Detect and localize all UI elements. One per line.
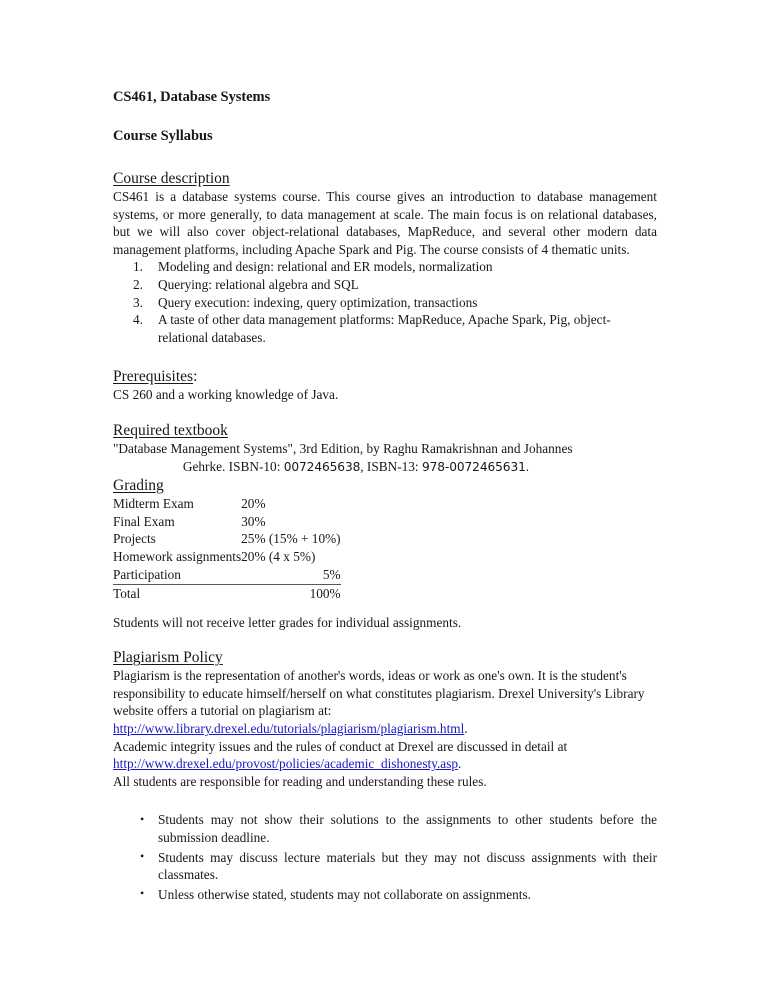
plagiarism-link-2-period: . bbox=[458, 756, 462, 772]
list-item bbox=[113, 811, 657, 846]
plagiarism-paragraph-3: All students are responsible for reading and understanding these rules. bbox=[113, 773, 487, 789]
section-heading-course-description-text: Course description bbox=[113, 170, 230, 187]
grading-total-value: 100% bbox=[309, 586, 341, 602]
grading-row-label: Final Exam bbox=[113, 513, 175, 529]
list-item-label: Query execution: indexing, query optimization, transactions bbox=[158, 294, 478, 310]
section-heading-plagiarism-policy-text: Plagiarism Policy bbox=[113, 649, 223, 667]
section-heading-prerequisites-text: Prerequisites bbox=[113, 368, 194, 386]
list-item bbox=[113, 886, 657, 904]
grading-row-value: 5% bbox=[241, 566, 340, 585]
list-item bbox=[113, 294, 657, 312]
plagiarism-link-line-2 bbox=[113, 755, 657, 773]
grading-row-label: Homework assignments bbox=[113, 548, 242, 564]
textbook-isbn10-prefix: Gehrke. ISBN-10: bbox=[182, 458, 284, 474]
academic-dishonesty-policy-link[interactable]: http://www.drexel.edu/provost/policies/academic_dishonesty.asp bbox=[113, 756, 459, 772]
table-row bbox=[113, 548, 341, 566]
textbook-isbn13-prefix: , ISBN-13: bbox=[360, 458, 422, 474]
grading-row-label: Participation bbox=[113, 566, 241, 585]
textbook-isbn10-value: 0072465638 bbox=[283, 459, 361, 474]
textbook-citation-period: . bbox=[525, 458, 530, 474]
list-item-label: Querying: relational algebra and SQL bbox=[158, 276, 359, 292]
section-heading-prerequisites bbox=[113, 367, 657, 386]
spacer bbox=[113, 603, 657, 614]
section-heading-grading-text: Grading bbox=[113, 477, 164, 495]
grading-row-value: 20% (4 x 5%) bbox=[241, 548, 316, 564]
list-item-label: A taste of other data management platforms: MapReduce, Apache Spark, Pig, object-relational databases. bbox=[158, 312, 611, 345]
list-item-label: Unless otherwise stated, students may not collaborate on assignments. bbox=[158, 886, 531, 902]
list-item bbox=[113, 849, 657, 884]
list-item bbox=[113, 276, 657, 294]
list-item-number: 2. bbox=[133, 276, 143, 292]
grading-note: Students will not receive letter grades for individual assignments. bbox=[113, 614, 462, 630]
grading-row-label: Midterm Exam bbox=[113, 496, 194, 512]
table-row bbox=[113, 566, 341, 585]
grading-row-value: 30% bbox=[241, 513, 266, 529]
section-heading-prerequisites-colon: : bbox=[193, 368, 198, 386]
table-row-total bbox=[113, 584, 341, 603]
list-item-label: Modeling and design: relational and ER models, normalization bbox=[158, 259, 493, 275]
plagiarism-link-1-period: . bbox=[464, 721, 468, 737]
document-title: CS461, Database Systems bbox=[113, 89, 271, 105]
plagiarism-paragraph-2: Academic integrity issues and the rules of conduct at Drexel are discussed in detail at bbox=[113, 738, 568, 754]
section-heading-course-description bbox=[113, 169, 657, 188]
spacer bbox=[113, 404, 657, 421]
spacer bbox=[113, 631, 657, 648]
table-row bbox=[113, 530, 341, 548]
list-item-number: 3. bbox=[133, 294, 143, 310]
document-subtitle: Course Syllabus bbox=[113, 128, 213, 144]
grading-row-label: Projects bbox=[113, 531, 156, 547]
course-description-body: CS461 is a database systems course. This course gives an introduction to database management systems, or more generally, to data management at scale. The main focus is on relational databases, but we will also cover object-relational databases, MapReduce, and several other modern data management platforms, including Apache Spark and Pig. The course consists of 4 thematic units. bbox=[113, 189, 657, 257]
list-item-number: 4. bbox=[133, 312, 143, 328]
bullet-icon: • bbox=[140, 886, 145, 901]
bullet-icon: • bbox=[140, 811, 145, 826]
prerequisites-body: CS 260 and a working knowledge of Java. bbox=[113, 387, 339, 403]
section-heading-plagiarism-policy bbox=[113, 648, 657, 667]
spacer bbox=[113, 790, 657, 811]
spacer bbox=[113, 346, 657, 367]
list-item-label: Students may discuss lecture materials but they may not discuss assignments with their classmates. bbox=[158, 849, 657, 883]
bullet-icon: • bbox=[140, 849, 145, 864]
plagiarism-link-line-1 bbox=[113, 720, 657, 738]
library-plagiarism-tutorial-link[interactable]: http://www.library.drexel.edu/tutorials/plagiarism/plagiarism.html bbox=[113, 721, 465, 737]
table-row bbox=[113, 495, 341, 513]
plagiarism-rules-list bbox=[113, 811, 657, 903]
grading-row-value: 20% bbox=[241, 496, 266, 512]
textbook-citation-line1: "Database Management Systems", 3rd Edition, by Raghu Ramakrishnan and Johannes bbox=[113, 440, 573, 456]
course-units-list bbox=[113, 258, 657, 346]
textbook-citation-line2 bbox=[113, 458, 657, 477]
section-heading-grading bbox=[113, 476, 657, 495]
list-item-label: Students may not show their solutions to the assignments to other students before the submission deadline. bbox=[158, 812, 657, 846]
grading-row-value: 25% (15% + 10%) bbox=[241, 531, 341, 547]
list-item-number: 1. bbox=[133, 259, 143, 275]
grading-total-label: Total bbox=[113, 586, 141, 602]
plagiarism-paragraph-1: Plagiarism is the representation of another's words, ideas or work as one's own. It is the student's responsibility to educate himself/herself on what constitutes plagiarism. Drexel University's Library website offers a tutorial on plagiarism at: bbox=[113, 668, 645, 719]
table-row bbox=[113, 513, 341, 531]
grading-table bbox=[113, 495, 341, 603]
section-heading-required-textbook-text: Required textbook bbox=[113, 421, 228, 439]
list-item bbox=[113, 258, 657, 276]
list-item bbox=[113, 311, 657, 346]
textbook-isbn13-value: 978-0072465631 bbox=[421, 459, 526, 474]
section-heading-required-textbook bbox=[113, 421, 657, 440]
